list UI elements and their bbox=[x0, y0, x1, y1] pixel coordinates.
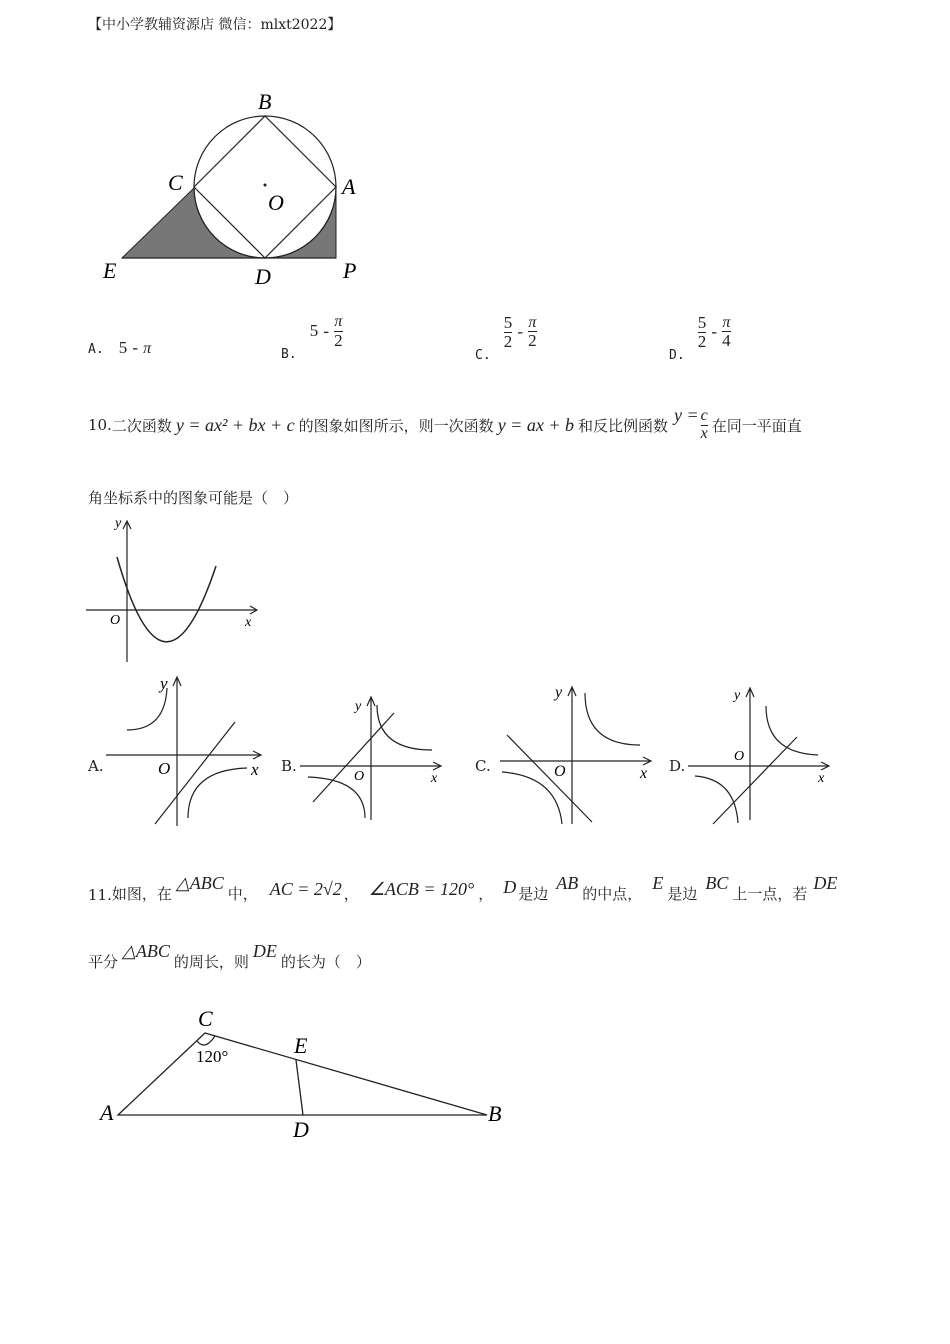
svg-text:120°: 120° bbox=[196, 1047, 229, 1066]
q9-option-b[interactable]: $_{B.}$ 5 - $\frac{\pi}{2}$ bbox=[281, 313, 343, 363]
q9-option-d[interactable]: $_{D.}$ $\frac{5}{2}$ - $\frac{\pi}{4}$ bbox=[669, 313, 731, 363]
svg-text:O: O bbox=[554, 763, 566, 780]
q10-option-b-graph[interactable] bbox=[298, 693, 448, 823]
svg-text:y: y bbox=[160, 674, 168, 693]
q10-option-b-label[interactable]: B. bbox=[281, 757, 297, 775]
q9-label-o: O bbox=[268, 190, 284, 215]
q9-label-a: A bbox=[342, 174, 356, 199]
svg-text:y: y bbox=[734, 688, 741, 703]
q9-option-c[interactable]: $_{C.}$ $\frac{5}{2}$ - $\frac{\pi}{2}$ bbox=[475, 313, 537, 363]
svg-text:x: x bbox=[245, 615, 252, 630]
q9-square bbox=[194, 116, 336, 258]
q10-option-a-label[interactable]: A. bbox=[88, 757, 104, 775]
svg-text:O: O bbox=[734, 749, 745, 764]
svg-text:x: x bbox=[431, 771, 438, 786]
q10-option-c-graph[interactable] bbox=[497, 682, 657, 827]
q9-shaded-left bbox=[122, 188, 265, 258]
svg-text:y: y bbox=[555, 684, 563, 701]
q11-stem-line2: 平分 △ABC 的周长，则 DE 的长为（ ） bbox=[88, 941, 371, 971]
q10-parabola-figure bbox=[85, 512, 265, 664]
svg-text:x: x bbox=[251, 760, 259, 779]
q9-label-p: P bbox=[343, 258, 357, 283]
svg-text:E: E bbox=[294, 1033, 308, 1058]
q10-parabola bbox=[117, 557, 216, 642]
svg-text:O: O bbox=[110, 613, 121, 628]
svg-text:O: O bbox=[158, 759, 171, 778]
q10-stem-line1: 10. 二次函数 y = ax² + bx + c 的图象如图所示，则一次函数 y = ax + b 和反比例函数 y = $\frac{c}{x}$ 在同一平面直 bbox=[88, 404, 802, 442]
q9-option-a[interactable]: A. 5 - π bbox=[88, 338, 152, 357]
q9-center-dot bbox=[264, 184, 267, 187]
q10-stem-line2: 角坐标系中的图象可能是（ ） bbox=[88, 489, 299, 507]
svg-text:x: x bbox=[640, 765, 648, 782]
q10-option-d-label[interactable]: D. bbox=[669, 757, 686, 775]
q9-figure bbox=[95, 85, 385, 295]
q9-label-d: D bbox=[255, 264, 271, 289]
q11-triangle-figure bbox=[95, 1000, 515, 1145]
svg-text:O: O bbox=[354, 769, 365, 784]
q10-option-c-label[interactable]: C. bbox=[475, 757, 491, 775]
q9-label-c: C bbox=[168, 170, 183, 195]
q9-label-b: B bbox=[258, 89, 272, 114]
q10-option-d-graph[interactable] bbox=[685, 684, 835, 827]
q9-circle bbox=[194, 116, 336, 258]
svg-text:y: y bbox=[355, 699, 362, 714]
svg-text:y: y bbox=[115, 516, 122, 531]
q10-option-a-graph[interactable] bbox=[103, 673, 268, 830]
svg-text:B: B bbox=[488, 1101, 502, 1126]
svg-text:D: D bbox=[293, 1117, 309, 1142]
header-banner: 【中小学教辅资源店 微信：mlxt2022】 bbox=[88, 17, 342, 33]
svg-text:C: C bbox=[198, 1006, 213, 1031]
q11-segment-de bbox=[296, 1060, 303, 1115]
svg-text:A: A bbox=[100, 1100, 114, 1125]
svg-text:x: x bbox=[818, 771, 825, 786]
q11-stem-line1: 11. 如图，在 △ABC 中， AC = 2√2 ， ∠ACB = 120° ， D 是边 AB 的中点， E 是边 BC 上一点，若 DE bbox=[88, 873, 838, 904]
q9-label-e: E bbox=[103, 258, 117, 283]
